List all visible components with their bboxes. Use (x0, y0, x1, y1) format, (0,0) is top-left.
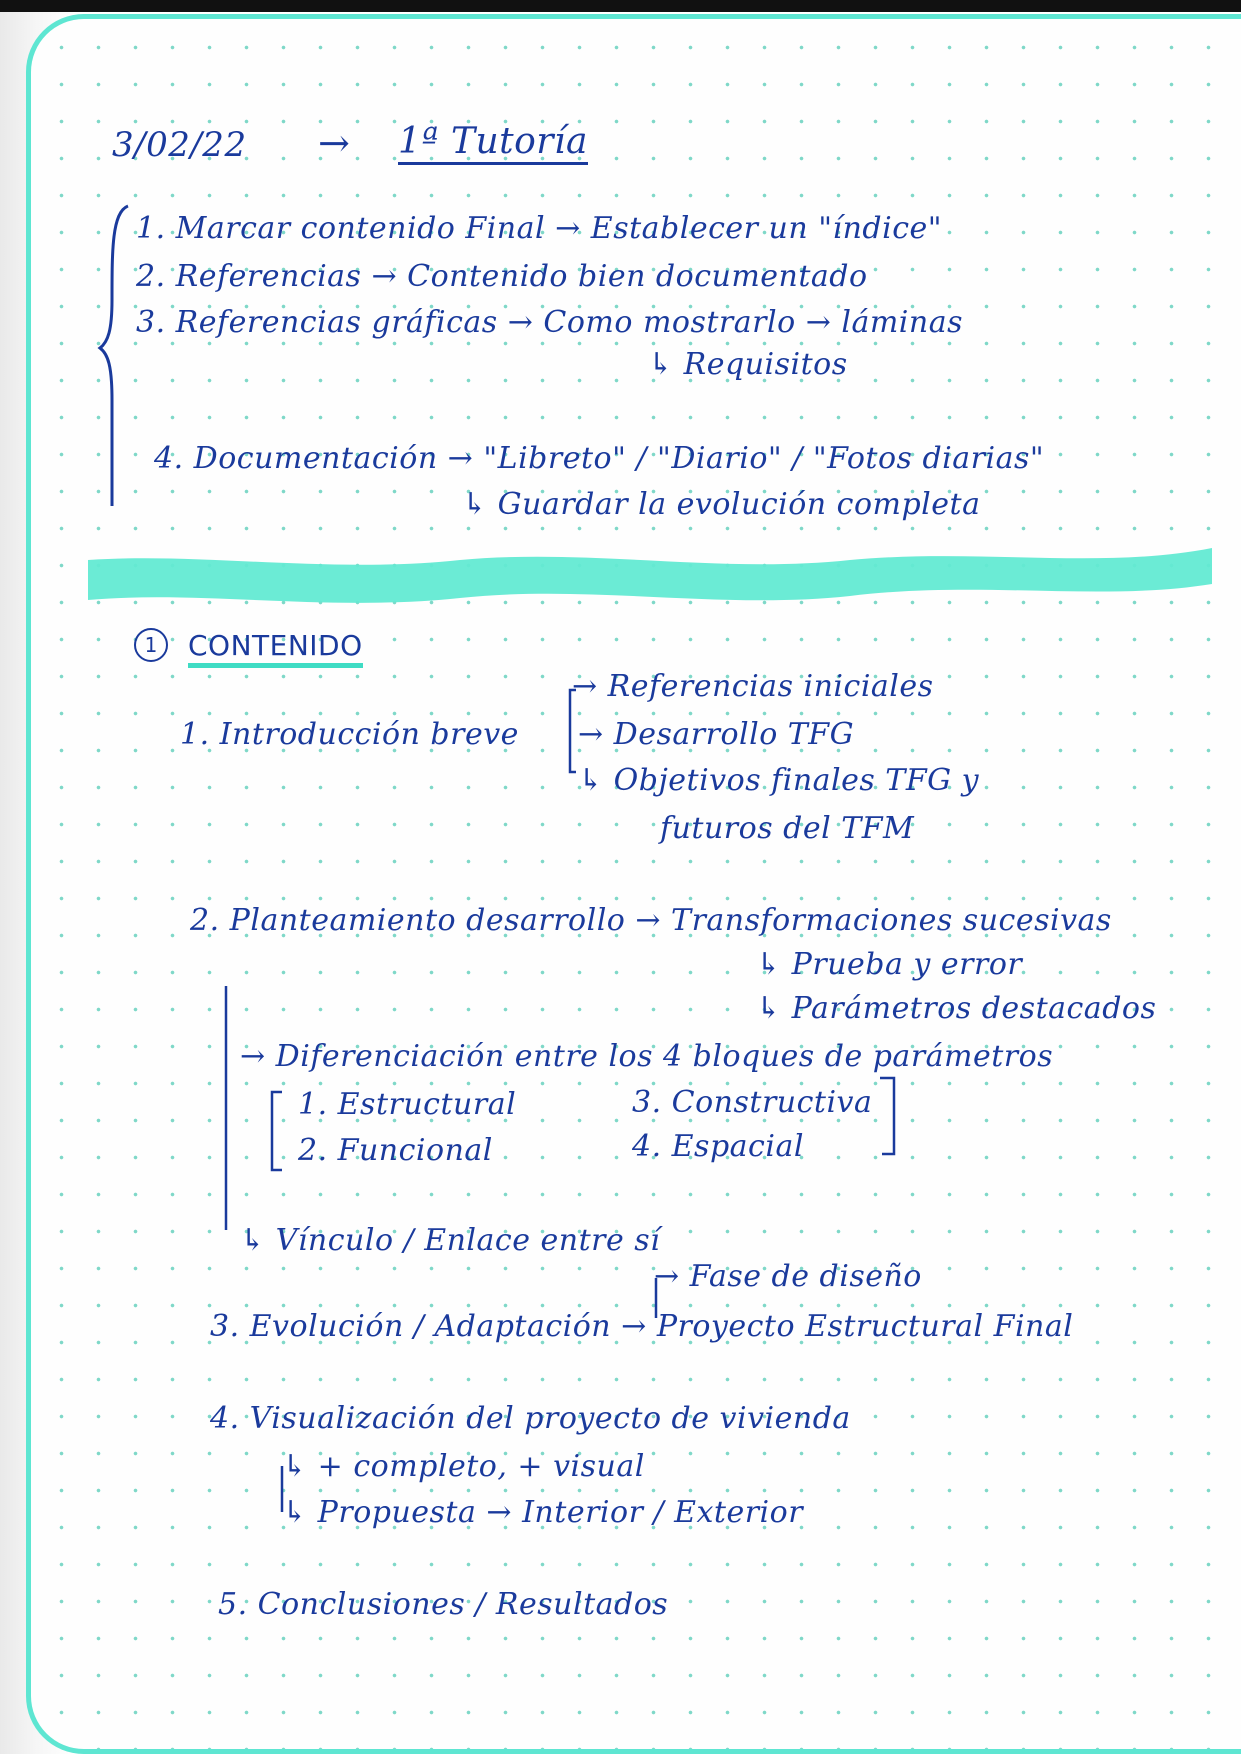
teal-highlighter-wave (88, 548, 1212, 603)
tutoria-item-4: 4. Documentación → "Libreto" / "Diario" / "Fotos diarias" (154, 441, 1045, 476)
intro-branch-3b: futuros del TFM (660, 811, 915, 846)
tutoria-item-1: 1. Marcar contenido Final → Establecer un "índice" (136, 211, 943, 246)
param-4: 4. Espacial (632, 1129, 804, 1164)
contenido-heading: CONTENIDO (188, 632, 363, 668)
s2-branch-1: ↳ Prueba y error (756, 947, 1023, 982)
s2-branch-2: ↳ Parámetros destacados (756, 991, 1157, 1026)
intro-label: 1. Introducción breve (180, 717, 519, 752)
intro-branch-2: → Desarrollo TFG (578, 717, 855, 752)
s2-vinculo: ↳ Vínculo / Enlace entre sí (240, 1223, 661, 1258)
param-3: 3. Constructiva (632, 1085, 873, 1120)
tutoria-date: 3/02/22 (112, 125, 247, 165)
tutoria-item-3: 3. Referencias gráficas → Como mostrarlo → láminas (136, 305, 963, 340)
s2-diferenciacion: → Diferenciación entre los 4 bloques de parámetros (240, 1039, 1054, 1074)
section-number-badge: 1 (134, 628, 168, 662)
s3-label: 3. Evolución / Adaptación → Proyecto Estructural Final (210, 1309, 1074, 1344)
s4-label: 4. Visualización del proyecto de vivienda (210, 1401, 851, 1436)
s4-branch-1: ↳ + completo, + visual (282, 1449, 645, 1484)
intro-branch-3: ↳ Objetivos finales TFG y (578, 763, 980, 798)
tutoria-item-3-sub: ↳ Requisitos (648, 347, 848, 382)
bracket-params-right (880, 1078, 894, 1154)
s3-fase: → Fase de diseño (654, 1259, 922, 1294)
intro-branch-1: → Referencias iniciales (572, 669, 934, 704)
top-brace (100, 206, 128, 506)
param-2: 2. Funcional (298, 1133, 493, 1168)
s2-label: 2. Planteamiento desarrollo → Transformaciones sucesivas (190, 903, 1112, 938)
tutoria-title: 1ª Tutoría (398, 124, 588, 165)
s5-label: 5. Conclusiones / Resultados (218, 1587, 669, 1622)
tutoria-arrow: → (318, 121, 351, 165)
tutoria-item-4-sub: ↳ Guardar la evolución completa (462, 487, 981, 522)
s4-branch-2: ↳ Propuesta → Interior / Exterior (282, 1495, 804, 1530)
tutoria-item-2: 2. Referencias → Contenido bien documentado (136, 259, 868, 294)
param-1: 1. Estructural (298, 1087, 517, 1122)
bracket-params-left (272, 1092, 282, 1170)
